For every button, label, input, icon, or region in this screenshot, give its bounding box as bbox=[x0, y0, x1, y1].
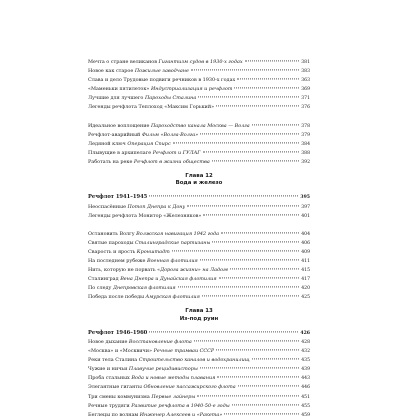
entry-subtitle: Операция Спирс bbox=[127, 140, 171, 147]
entry-subtitle: Днепровская флотилия bbox=[112, 285, 176, 292]
leader-dots bbox=[219, 278, 300, 279]
toc-entry[interactable] bbox=[88, 393, 310, 402]
entry-title: Речфлот 1941–1945 bbox=[88, 194, 148, 201]
entry-title: Плывущие в архипелаге Речфлот и ГУЛАГ bbox=[88, 149, 201, 156]
entry-subtitle: Фильм «Волга-Волга» bbox=[141, 131, 199, 138]
toc-entry[interactable] bbox=[88, 266, 310, 275]
entry-title: Сварость и ярость Кронштадт bbox=[88, 248, 170, 255]
leader-dots bbox=[149, 331, 298, 332]
entry-subtitle: Военная флотилия bbox=[147, 258, 198, 264]
entry-title: Речфлот 1946–1960 bbox=[88, 329, 148, 336]
leader-dots bbox=[173, 142, 300, 143]
entry-title: «Москва» и «Москвичи» Речные трамваи СССР bbox=[88, 348, 215, 355]
entry-subtitle: Кронштадт bbox=[136, 248, 170, 255]
toc-entry[interactable] bbox=[88, 248, 310, 257]
entry-page: 371 bbox=[301, 96, 310, 102]
entry-title: Святые пароходы Сталинградские партизаны bbox=[88, 239, 211, 246]
toc-entry[interactable] bbox=[88, 94, 310, 103]
entry-title: Нить, которую не порвать «Дорога жизни» на Ладоге bbox=[88, 267, 229, 274]
entry-page: 406 bbox=[301, 240, 310, 246]
entry-title: Ледяной ключ Операция Спирс bbox=[88, 140, 171, 147]
entry-page: 384 bbox=[301, 141, 310, 147]
entry-page: 428 bbox=[301, 339, 310, 345]
chapter-12-heading bbox=[88, 173, 310, 187]
leader-dots bbox=[200, 259, 299, 260]
toc-entry[interactable] bbox=[88, 230, 310, 239]
leader-dots bbox=[191, 69, 299, 70]
toc-entry[interactable] bbox=[88, 411, 310, 420]
entry-page: 415 bbox=[301, 268, 310, 274]
leader-dots bbox=[197, 395, 299, 396]
entry-subtitle: Сталинградские партизаны bbox=[135, 239, 211, 246]
chapter-12-label: Глава 12 bbox=[185, 173, 213, 180]
entry-page: 439 bbox=[301, 367, 310, 373]
leader-dots bbox=[245, 60, 300, 61]
chapter-13-heading bbox=[88, 308, 310, 322]
section-gap bbox=[88, 221, 310, 230]
leader-dots bbox=[224, 413, 299, 414]
leader-dots bbox=[187, 205, 299, 206]
leader-dots bbox=[212, 160, 299, 161]
leader-dots bbox=[212, 241, 299, 242]
leader-dots bbox=[194, 340, 299, 341]
entry-page: 426 bbox=[300, 330, 310, 336]
entry-page: 392 bbox=[301, 159, 310, 165]
leader-dots bbox=[198, 97, 299, 98]
toc-entry[interactable] bbox=[88, 67, 310, 76]
toc-section-4 bbox=[88, 230, 310, 303]
toc-entry-part5-header[interactable] bbox=[88, 329, 310, 338]
entry-page: 404 bbox=[301, 231, 310, 237]
chapter-13-name: Из-под руин bbox=[179, 315, 219, 322]
entry-page: 378 bbox=[301, 123, 310, 129]
entry-title: Реки тела Сталина Строительство каналов и водохранилищ bbox=[88, 357, 250, 364]
leader-dots bbox=[216, 106, 299, 107]
toc-section-5 bbox=[88, 338, 310, 420]
toc-entry[interactable] bbox=[88, 103, 310, 112]
entry-subtitle: Пароходы Сталина bbox=[144, 95, 197, 102]
toc-entry[interactable] bbox=[88, 356, 310, 365]
chapter-13-label: Глава 13 bbox=[185, 308, 213, 315]
entry-page: 455 bbox=[301, 403, 310, 409]
entry-title: Слава и дело Трудовые подвиги речников в 1930-х годах bbox=[88, 77, 236, 84]
toc-entry[interactable] bbox=[88, 338, 310, 347]
leader-dots bbox=[252, 124, 300, 125]
entry-page: 383 bbox=[301, 69, 310, 75]
entry-subtitle: Вена Днепра и Дунайская флотилия bbox=[120, 276, 217, 283]
toc-entry[interactable] bbox=[88, 365, 310, 374]
leader-dots bbox=[178, 287, 300, 288]
toc-entry[interactable] bbox=[88, 293, 310, 302]
leader-dots bbox=[234, 88, 299, 89]
entry-title: Легенды речфлота Монитор «Железняков» bbox=[88, 212, 202, 219]
leader-dots bbox=[203, 151, 300, 152]
entry-page: 432 bbox=[301, 349, 310, 355]
toc-entry[interactable] bbox=[88, 402, 310, 411]
chapter-12-name: Вода и железо bbox=[175, 180, 223, 187]
toc-entry[interactable] bbox=[88, 203, 310, 212]
entry-title: Неоспасённые Потоп Днепра к Дону bbox=[88, 203, 186, 210]
toc-entry[interactable] bbox=[88, 149, 310, 158]
leader-dots bbox=[238, 386, 300, 387]
leader-dots bbox=[203, 214, 299, 215]
entry-subtitle: Гигантизм судов в 1930-х годах bbox=[158, 59, 243, 65]
leader-dots bbox=[230, 268, 299, 269]
entry-title: Работать на реке Речфлот в жизни общества bbox=[88, 158, 210, 165]
leader-dots bbox=[221, 232, 299, 233]
entry-title: Речфлот-аварийный Фильм «Волга-Волга» bbox=[88, 131, 199, 138]
entry-title: Мечта о стране великанов Гигантизм судов в 1930-х годах bbox=[88, 59, 243, 65]
entry-title: Три смены коммунизма Первые лайнеры bbox=[88, 393, 196, 400]
entry-subtitle: Индустриализация и речфлот bbox=[150, 86, 233, 93]
toc-entry[interactable] bbox=[88, 131, 310, 140]
entry-subtitle: Строительство каналов и водохранилищ bbox=[138, 357, 250, 364]
entry-subtitle: Первые лайнеры bbox=[151, 393, 196, 400]
entry-page: 409 bbox=[301, 249, 310, 255]
entry-title: Новое дыхание Восстановление флота bbox=[88, 338, 192, 345]
entry-page: 459 bbox=[301, 412, 310, 418]
entry-page: 379 bbox=[301, 132, 310, 138]
leader-dots bbox=[202, 296, 299, 297]
toc-entry[interactable] bbox=[88, 85, 310, 94]
entry-page: 381 bbox=[301, 60, 310, 65]
entry-subtitle: «Дорога жизни» на Ладоге bbox=[157, 267, 229, 274]
toc-entry[interactable] bbox=[88, 122, 310, 131]
entry-title: «Маменьки пятилеток» Индустриализация и речфлот bbox=[88, 86, 233, 93]
entry-subtitle: Речфлот в жизни общества bbox=[133, 158, 210, 165]
entry-page: 435 bbox=[301, 358, 310, 364]
entry-subtitle: Амурская флотилия bbox=[145, 294, 200, 301]
entry-subtitle: Речные трамваи СССР bbox=[153, 348, 215, 355]
toc-entry[interactable] bbox=[88, 383, 310, 392]
entry-page: 417 bbox=[301, 277, 310, 283]
entry-page: 446 bbox=[301, 385, 310, 391]
toc-entry[interactable] bbox=[88, 158, 310, 167]
entry-subtitle: Волжская навигация 1942 года bbox=[136, 230, 220, 237]
toc-entry[interactable] bbox=[88, 212, 310, 221]
entry-page: 369 bbox=[301, 87, 310, 93]
section-gap bbox=[88, 113, 310, 122]
entry-title: По следу Днепровская флотилия bbox=[88, 285, 176, 292]
entry-subtitle: Вода и новые методы плавания bbox=[131, 375, 216, 382]
entry-page: 397 bbox=[301, 204, 310, 210]
entry-subtitle: Потоп Днепра к Дону bbox=[127, 203, 186, 210]
entry-title: На последнем рубеже Военная флотилия bbox=[88, 258, 198, 264]
entry-page: 388 bbox=[301, 150, 310, 156]
leader-dots bbox=[232, 404, 300, 405]
entry-page: 395 bbox=[300, 195, 310, 201]
entry-title: Проба стальных Вода и новые методы плавания bbox=[88, 375, 216, 382]
entry-page: 425 bbox=[301, 295, 310, 301]
entry-title: Лучшие для лучшего Пароходы Сталина bbox=[88, 95, 197, 102]
toc-entry[interactable] bbox=[88, 275, 310, 284]
entry-title: Элегантные гиганты Обновление пассажирского флота bbox=[88, 384, 236, 391]
toc-section-1 bbox=[88, 58, 310, 113]
leader-dots bbox=[200, 133, 299, 134]
entry-page: 401 bbox=[301, 213, 310, 219]
entry-subtitle: Развитие речфлота в 1940-50-е годы bbox=[131, 402, 230, 409]
leader-dots bbox=[149, 196, 298, 197]
toc-entry[interactable] bbox=[88, 58, 310, 67]
entry-subtitle: Пароходство канала Москва — Волга bbox=[150, 122, 250, 129]
leader-dots bbox=[217, 377, 299, 378]
leader-dots bbox=[216, 349, 299, 350]
toc-entry[interactable] bbox=[88, 257, 310, 266]
toc-section-3 bbox=[88, 203, 310, 221]
entry-title: Победа после победы Амурская флотилия bbox=[88, 294, 200, 301]
entry-title: Речные трудяги Развитие речфлота в 1940-50-е годы bbox=[88, 402, 230, 409]
leader-dots bbox=[172, 250, 299, 251]
entry-subtitle: Восстановление флота bbox=[128, 338, 192, 345]
entry-subtitle: Пожилые заводчане bbox=[134, 68, 189, 75]
entry-subtitle: Плавучие рецидивисторы bbox=[128, 366, 198, 373]
entry-title: Легенды речфлота Теплоход «Максим Горький» bbox=[88, 104, 215, 111]
entry-title: Чужие и ничьи Плавучие рецидивисторы bbox=[88, 366, 198, 373]
entry-title: Остановить Волгу Волжская навигация 1942 года bbox=[88, 230, 220, 237]
entry-title: Сталинград Вена Днепра и Дунайская флотилия bbox=[88, 276, 217, 283]
entry-title: Беглецы по волнам Инженер Алексеев и «Ракета» bbox=[88, 411, 223, 418]
toc-entry-part3-header[interactable] bbox=[88, 193, 310, 202]
entry-page: 411 bbox=[301, 259, 310, 264]
entry-page: 443 bbox=[301, 376, 310, 382]
toc-entry[interactable] bbox=[88, 76, 310, 85]
toc-section-2 bbox=[88, 122, 310, 167]
entry-subtitle: Обновление пассажирского флота bbox=[143, 384, 236, 391]
leader-dots bbox=[252, 359, 300, 360]
entry-page: 376 bbox=[301, 105, 310, 111]
entry-title: Новое как старое Пожилые заводчане bbox=[88, 68, 189, 75]
toc-entry[interactable] bbox=[88, 374, 310, 383]
toc-entry[interactable] bbox=[88, 347, 310, 356]
leader-dots bbox=[200, 368, 299, 369]
entry-title: Идеальное воплощение Пароходство канала Москва — Волга bbox=[88, 122, 250, 129]
toc-entry[interactable] bbox=[88, 284, 310, 293]
table-of-contents bbox=[88, 58, 310, 420]
leader-dots bbox=[237, 79, 299, 80]
toc-entry[interactable] bbox=[88, 239, 310, 248]
entry-page: 363 bbox=[301, 78, 310, 84]
entry-page: 451 bbox=[301, 394, 310, 400]
entry-page: 420 bbox=[301, 286, 310, 292]
entry-subtitle: Инженер Алексеев и «Ракета» bbox=[139, 411, 223, 418]
entry-subtitle: Речфлот и ГУЛАГ bbox=[152, 149, 201, 156]
toc-entry[interactable] bbox=[88, 140, 310, 149]
